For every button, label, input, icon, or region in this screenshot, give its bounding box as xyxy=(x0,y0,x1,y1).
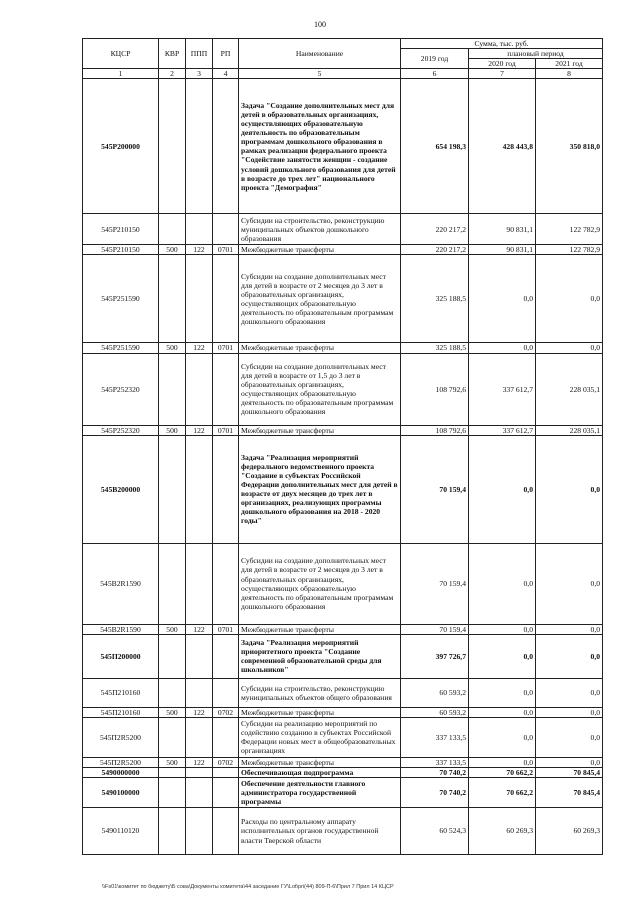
table-row xyxy=(83,678,603,707)
amount-2020-cell: 0,0 xyxy=(469,624,536,634)
amount-2020-cell: 0,0 xyxy=(469,707,536,717)
ppp-cell: 122 xyxy=(186,245,213,255)
amount-2021-cell: 70 845,4 xyxy=(536,778,603,808)
amount-2021-cell: 122 782,9 xyxy=(536,214,603,245)
header-sum: Сумма, тыс. руб. xyxy=(401,39,603,49)
col-number: 3 xyxy=(186,69,213,79)
kcsr-cell: 545П2R5200 xyxy=(83,757,159,767)
name-cell: Обеспечение деятельности главного администратора государственной программы xyxy=(239,778,401,808)
col-number: 8 xyxy=(536,69,603,79)
rp-cell: 0701 xyxy=(213,624,239,634)
kcsr-cell: 545П2R5200 xyxy=(83,717,159,757)
ppp-cell xyxy=(186,778,213,808)
amount-2019-cell: 337 133,5 xyxy=(401,717,469,757)
rp-cell xyxy=(213,543,239,624)
amount-2021-cell: 350 818,0 xyxy=(536,79,603,214)
col-number: 2 xyxy=(159,69,186,79)
header-kvr: КВР xyxy=(159,39,186,69)
kcsr-cell: 545P251590 xyxy=(83,343,159,353)
header-plan-period: плановый период xyxy=(469,49,603,59)
amount-2019-cell: 654 198,3 xyxy=(401,79,469,214)
kcsr-cell: 5490000000 xyxy=(83,767,159,777)
name-cell: Расходы по центральному аппарату исполнительных органов государственной власти Тверской области xyxy=(239,808,401,855)
amount-2020-cell: 337 612,7 xyxy=(469,353,536,425)
name-cell: Межбюджетные трансферты xyxy=(239,245,401,255)
header-ppp: ППП xyxy=(186,39,213,69)
kvr-cell xyxy=(159,79,186,214)
kvr-cell xyxy=(159,435,186,543)
ppp-cell xyxy=(186,435,213,543)
amount-2019-cell: 60 593,2 xyxy=(401,678,469,707)
kvr-cell xyxy=(159,543,186,624)
table-row xyxy=(83,214,603,245)
name-cell: Задача "Создание дополнительных мест для детей в образовательных организациях, осуществляющих образовательную деятельность по образовательным программам дошкольного образования в рамках реализации федерального проекта "Содействие занятости женщин - создание условий дошкольного образования для детей в возрасте до трех лет" национального проекта "Демография" xyxy=(239,79,401,214)
amount-2021-cell: 0,0 xyxy=(536,717,603,757)
table-header xyxy=(83,39,603,79)
table-row xyxy=(83,717,603,757)
ppp-cell: 122 xyxy=(186,425,213,435)
kvr-cell xyxy=(159,214,186,245)
rp-cell xyxy=(213,717,239,757)
amount-2021-cell: 228 035,1 xyxy=(536,425,603,435)
name-cell: Субсидии на создание дополнительных мест для детей в возрасте от 1,5 до 3 лет в образовательных организациях, осуществляющих образовательную деятельность по образовательным программам дошкольного образования xyxy=(239,353,401,425)
kvr-cell xyxy=(159,678,186,707)
amount-2020-cell: 90 831,1 xyxy=(469,245,536,255)
kcsr-cell: 545P200000 xyxy=(83,79,159,214)
rp-cell xyxy=(213,79,239,214)
ppp-cell: 122 xyxy=(186,624,213,634)
kvr-cell: 500 xyxy=(159,707,186,717)
ppp-cell xyxy=(186,353,213,425)
amount-2020-cell: 0,0 xyxy=(469,255,536,343)
col-number: 7 xyxy=(469,69,536,79)
name-cell: Межбюджетные трансферты xyxy=(239,343,401,353)
name-cell: Субсидии на строительство, реконструкцию муниципальных объектов общего образования xyxy=(239,678,401,707)
amount-2019-cell: 337 133,5 xyxy=(401,757,469,767)
name-cell: Задача "Реализация мероприятий федерального ведомственного проекта "Создание в субъектах Российской Федерации дополнительных мест для детей в возрасте от двух месяцев до трех лет в организациях, реализующих программы дошкольного образования на 2018 - 2020 годы" xyxy=(239,435,401,543)
amount-2021-cell: 60 269,3 xyxy=(536,808,603,855)
rp-cell xyxy=(213,778,239,808)
amount-2020-cell: 0,0 xyxy=(469,717,536,757)
budget-table xyxy=(82,38,603,855)
table-row xyxy=(83,255,603,343)
ppp-cell xyxy=(186,214,213,245)
amount-2020-cell: 0,0 xyxy=(469,678,536,707)
rp-cell: 0701 xyxy=(213,343,239,353)
rp-cell: 0701 xyxy=(213,245,239,255)
amount-2019-cell: 108 792,6 xyxy=(401,425,469,435)
name-cell: Межбюджетные трансферты xyxy=(239,707,401,717)
kvr-cell xyxy=(159,634,186,678)
amount-2019-cell: 220 217,2 xyxy=(401,245,469,255)
name-cell: Обеспечивающая подпрограмма xyxy=(239,767,401,777)
amount-2019-cell: 325 188,5 xyxy=(401,255,469,343)
amount-2020-cell: 90 831,1 xyxy=(469,214,536,245)
kcsr-cell: 545P210150 xyxy=(83,245,159,255)
amount-2021-cell: 0,0 xyxy=(536,435,603,543)
amount-2019-cell: 60 593,2 xyxy=(401,707,469,717)
rp-cell xyxy=(213,808,239,855)
rp-cell xyxy=(213,353,239,425)
ppp-cell xyxy=(186,717,213,757)
rp-cell xyxy=(213,678,239,707)
amount-2021-cell: 70 845,4 xyxy=(536,767,603,777)
amount-2019-cell: 70 740,2 xyxy=(401,778,469,808)
kcsr-cell: 5490110120 xyxy=(83,808,159,855)
kvr-cell: 500 xyxy=(159,343,186,353)
amount-2021-cell: 0,0 xyxy=(536,757,603,767)
kcsr-cell: 545P252320 xyxy=(83,353,159,425)
col-number: 1 xyxy=(83,69,159,79)
amount-2019-cell: 325 188,5 xyxy=(401,343,469,353)
ppp-cell xyxy=(186,543,213,624)
amount-2021-cell: 0,0 xyxy=(536,707,603,717)
ppp-cell: 122 xyxy=(186,343,213,353)
rp-cell: 0702 xyxy=(213,707,239,717)
ppp-cell xyxy=(186,79,213,214)
amount-2021-cell: 0,0 xyxy=(536,255,603,343)
name-cell: Субсидии на создание дополнительных мест для детей в возрасте от 2 месяцев до 3 лет в образовательных организациях, осуществляющих образовательную деятельность по образовательным программам дошкольного образования xyxy=(239,255,401,343)
name-cell: Межбюджетные трансферты xyxy=(239,624,401,634)
col-number: 6 xyxy=(401,69,469,79)
amount-2019-cell: 70 159,4 xyxy=(401,435,469,543)
amount-2020-cell: 0,0 xyxy=(469,634,536,678)
ppp-cell xyxy=(186,808,213,855)
ppp-cell xyxy=(186,634,213,678)
header-2019: 2019 год xyxy=(401,49,469,69)
amount-2019-cell: 60 524,3 xyxy=(401,808,469,855)
table-row xyxy=(83,624,603,634)
name-cell: Задача "Реализация мероприятий приоритетного проекта "Создание современной образовательной среды для школьников" xyxy=(239,634,401,678)
table-body xyxy=(83,79,603,855)
kvr-cell xyxy=(159,353,186,425)
name-cell: Межбюджетные трансферты xyxy=(239,757,401,767)
table-row xyxy=(83,808,603,855)
header-2020: 2020 год xyxy=(469,59,536,69)
col-number: 5 xyxy=(239,69,401,79)
amount-2020-cell: 0,0 xyxy=(469,543,536,624)
table-row xyxy=(83,757,603,767)
kvr-cell: 500 xyxy=(159,245,186,255)
amount-2020-cell: 70 662,2 xyxy=(469,778,536,808)
table-row xyxy=(83,435,603,543)
amount-2021-cell: 0,0 xyxy=(536,343,603,353)
rp-cell: 0701 xyxy=(213,425,239,435)
amount-2019-cell: 70 159,4 xyxy=(401,624,469,634)
amount-2021-cell: 0,0 xyxy=(536,624,603,634)
table-row xyxy=(83,425,603,435)
table-row xyxy=(83,343,603,353)
table-row xyxy=(83,707,603,717)
rp-cell xyxy=(213,767,239,777)
page-number: 100 xyxy=(314,20,326,29)
amount-2020-cell: 0,0 xyxy=(469,343,536,353)
kcsr-cell: 545B2R1590 xyxy=(83,624,159,634)
amount-2021-cell: 0,0 xyxy=(536,678,603,707)
kvr-cell xyxy=(159,808,186,855)
col-number: 4 xyxy=(213,69,239,79)
kcsr-cell: 545П210160 xyxy=(83,707,159,717)
kcsr-cell: 545P252320 xyxy=(83,425,159,435)
table-row xyxy=(83,245,603,255)
kcsr-cell: 545П200000 xyxy=(83,634,159,678)
kvr-cell xyxy=(159,255,186,343)
rp-cell xyxy=(213,435,239,543)
amount-2019-cell: 397 726,7 xyxy=(401,634,469,678)
ppp-cell xyxy=(186,767,213,777)
kcsr-cell: 5490100000 xyxy=(83,778,159,808)
file-path-footer: \\Fs01\комитет по бюджету\Б сова\Документы комитета\44 заседание ГУ\Lot\pri(44) 809-П-6\Прил 7 Прил 14 КЦСР xyxy=(102,884,394,890)
amount-2020-cell: 70 662,2 xyxy=(469,767,536,777)
ppp-cell xyxy=(186,255,213,343)
amount-2021-cell: 122 782,9 xyxy=(536,245,603,255)
amount-2019-cell: 70 740,2 xyxy=(401,767,469,777)
header-kcsr: КЦСР xyxy=(83,39,159,69)
kcsr-cell: 545P251590 xyxy=(83,255,159,343)
kcsr-cell: 545П210160 xyxy=(83,678,159,707)
name-cell: Субсидии на создание дополнительных мест для детей в возрасте от 2 месяцев до 3 лет в образовательных организациях, осуществляющих образовательную деятельность по образовательным программам дошкольного образования xyxy=(239,543,401,624)
kvr-cell: 500 xyxy=(159,757,186,767)
name-cell: Межбюджетные трансферты xyxy=(239,425,401,435)
amount-2021-cell: 228 035,1 xyxy=(536,353,603,425)
ppp-cell: 122 xyxy=(186,757,213,767)
amount-2020-cell: 428 443,8 xyxy=(469,79,536,214)
table-row xyxy=(83,634,603,678)
kcsr-cell: 545B200000 xyxy=(83,435,159,543)
rp-cell: 0702 xyxy=(213,757,239,767)
kvr-cell xyxy=(159,778,186,808)
amount-2021-cell: 0,0 xyxy=(536,543,603,624)
kcsr-cell: 545B2R1590 xyxy=(83,543,159,624)
table-row xyxy=(83,353,603,425)
kvr-cell: 500 xyxy=(159,624,186,634)
rp-cell xyxy=(213,634,239,678)
amount-2020-cell: 0,0 xyxy=(469,435,536,543)
amount-2021-cell: 0,0 xyxy=(536,634,603,678)
amount-2020-cell: 337 612,7 xyxy=(469,425,536,435)
header-rp: РП xyxy=(213,39,239,69)
amount-2020-cell: 60 269,3 xyxy=(469,808,536,855)
amount-2020-cell: 0,0 xyxy=(469,757,536,767)
ppp-cell: 122 xyxy=(186,707,213,717)
name-cell: Субсидии на реализацию мероприятий по содействию созданию в субъектах Российской Федерации новых мест в общеобразовательных организациях xyxy=(239,717,401,757)
rp-cell xyxy=(213,255,239,343)
table-row xyxy=(83,79,603,214)
table-row xyxy=(83,778,603,808)
table-row xyxy=(83,543,603,624)
amount-2019-cell: 108 792,6 xyxy=(401,353,469,425)
rp-cell xyxy=(213,214,239,245)
amount-2019-cell: 220 217,2 xyxy=(401,214,469,245)
header-numbers-row xyxy=(83,69,603,79)
kvr-cell xyxy=(159,717,186,757)
kcsr-cell: 545P210150 xyxy=(83,214,159,245)
table-row xyxy=(83,767,603,777)
ppp-cell xyxy=(186,678,213,707)
name-cell: Субсидии на строительство, реконструкцию муниципальных объектов дошкольного образования xyxy=(239,214,401,245)
kvr-cell xyxy=(159,767,186,777)
kvr-cell: 500 xyxy=(159,425,186,435)
amount-2019-cell: 70 159,4 xyxy=(401,543,469,624)
header-name: Наименование xyxy=(239,39,401,69)
header-2021: 2021 год xyxy=(536,59,603,69)
